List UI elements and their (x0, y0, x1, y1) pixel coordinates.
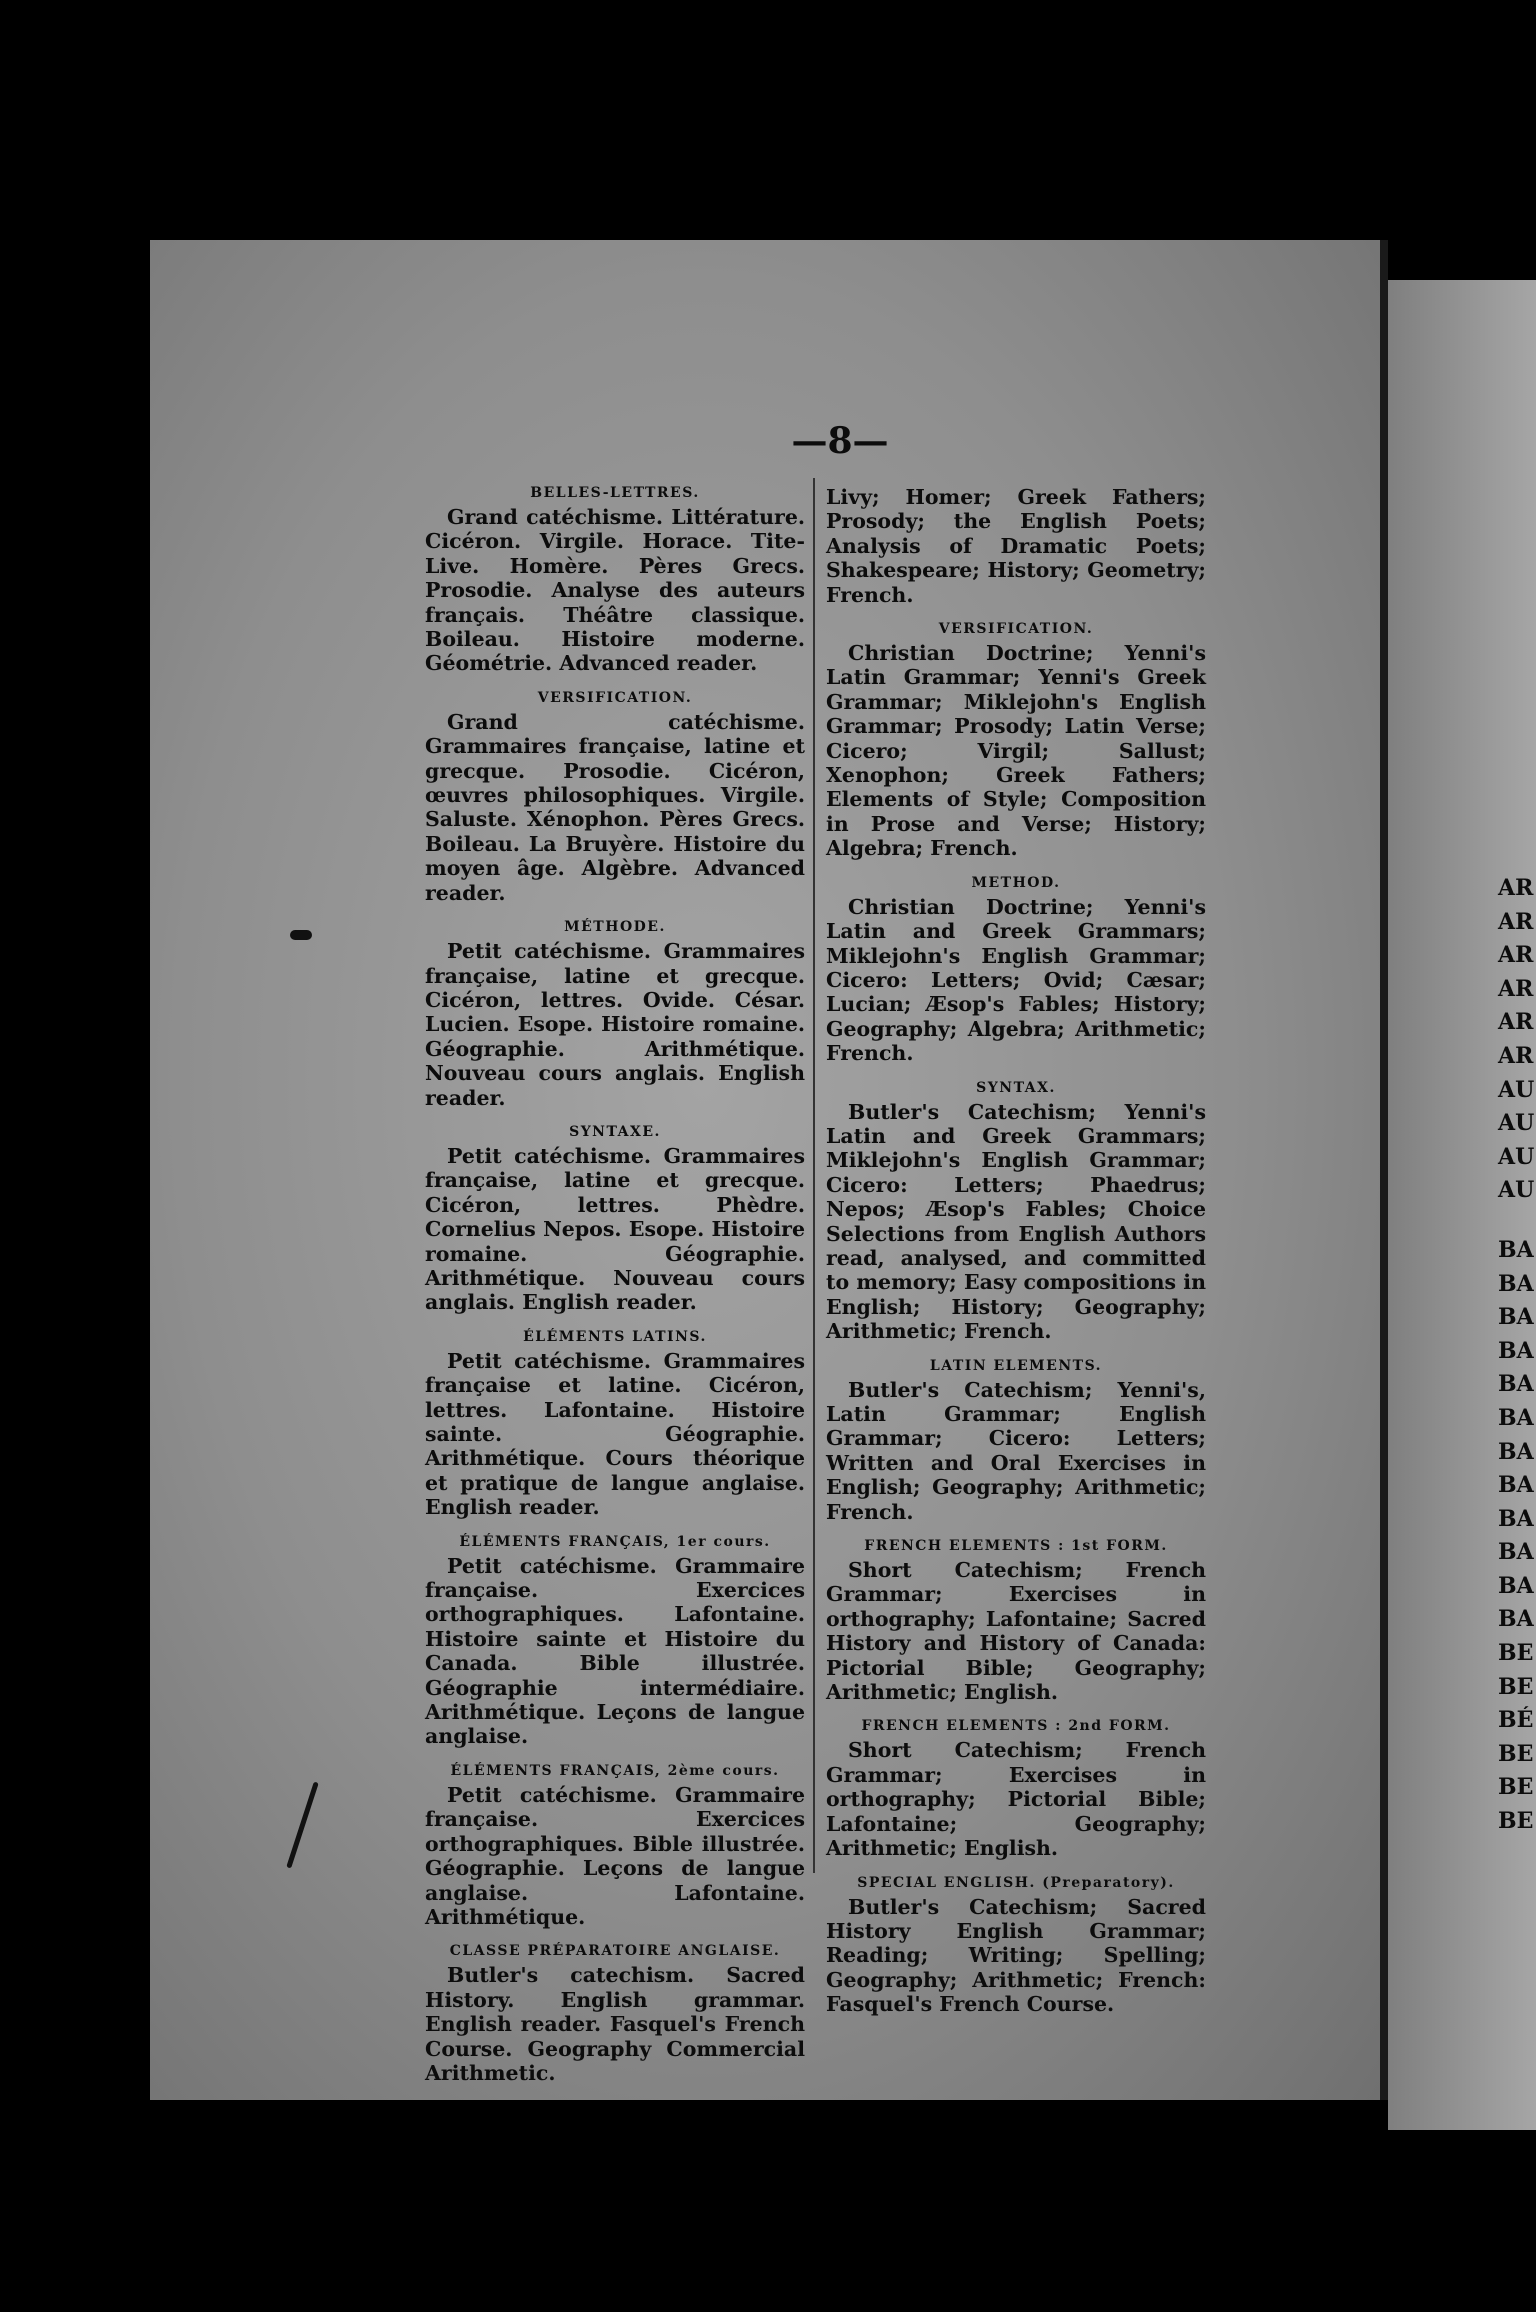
margin-fragment: BA (1498, 1472, 1534, 1499)
section-heading: SYNTAX. (976, 1079, 1056, 1096)
margin-fragment: BE (1498, 1673, 1534, 1700)
margin-fragment: BA (1498, 1236, 1534, 1263)
margin-fragment: BA (1498, 1438, 1534, 1465)
section-text: Butler's Catechism; Sacred History English Grammar; Reading; Writing; Spelling; Geography; Arithmetic; French: Fasquel's French Course. (826, 1894, 1206, 2017)
section-text: Butler's Catechism; Yenni's, Latin Grammar; English Grammar; Cicero: Letters; Written and Oral Exercises in English; Geography; Arithmetic; French. (826, 1377, 1206, 1524)
section-text: Livy; Homer; Greek Fathers; Prosody; the English Poets; Analysis of Dramatic Poets; Shakespeare; History; Geometry; French. (826, 485, 1206, 607)
section-french-elements-2 (826, 1718, 1206, 1860)
margin-fragment: BA (1498, 1572, 1534, 1599)
left-column (425, 485, 805, 2099)
section-text: Christian Doctrine; Yenni's Latin Grammar; Yenni's Greek Grammar; Miklejohn's English Grammar; Prosody; Latin Verse; Cicero; Virgil; Sallust; Xenophon; Greek Fathers; Elements of Style; Composition in Prose and Verse; History; Algebra; French. (826, 641, 1206, 861)
margin-fragment: BA (1498, 1270, 1534, 1297)
section-heading: ÉLÉMENTS FRANÇAIS, 1er cours. (459, 1533, 771, 1550)
page-number: —8— (791, 420, 889, 462)
section-text: Petit catéchisme. Grammaires française, latine et grecque. Cicéron, lettres. Phèdre. Cornelius Nepos. Esope. Histoire romaine. Géographie. Arithmétique. Nouveau cours anglais. English reader. (425, 1143, 805, 1315)
section-syntaxe (425, 1124, 805, 1315)
section-heading: MÉTHODE. (564, 919, 666, 936)
margin-fragment: AU (1498, 1076, 1535, 1103)
margin-fragment: BA (1498, 1337, 1534, 1364)
section-belles-lettres (425, 485, 805, 676)
section-syntax (826, 1080, 1206, 1344)
section-elements-latins (425, 1329, 805, 1520)
section-heading: METHOD. (971, 874, 1061, 891)
section-elements-francais-1 (425, 1534, 805, 1749)
book-spine (1380, 240, 1388, 2100)
margin-fragment: BE (1498, 1640, 1534, 1667)
margin-fragment: AU (1498, 1143, 1535, 1170)
margin-fragment: BA (1498, 1404, 1534, 1431)
section-methode (425, 919, 805, 1110)
margin-fragment: BA (1498, 1304, 1534, 1331)
section-text: Christian Doctrine; Yenni's Latin and Greek Grammars; Miklejohn's English Grammar; Cicero: Letters; Ovid; Cæsar; Lucian; Æsop's Fables; History; Geography; Algebra; Arithmetic; French. (826, 894, 1206, 1066)
margin-fragment: BA (1498, 1606, 1534, 1633)
section-heading: FRENCH ELEMENTS : 2nd FORM. (861, 1718, 1171, 1735)
section-heading: LATIN ELEMENTS. (929, 1357, 1103, 1374)
margin-fragment: BE (1498, 1740, 1534, 1767)
section-heading: SYNTAXE. (569, 1123, 661, 1140)
section-heading: FRENCH ELEMENTS : 1st FORM. (864, 1538, 1168, 1555)
section-text: Petit catéchisme. Grammaire française. Exercices orthographiques. Lafontaine. Histoire sainte et Histoire du Canada. Bible illustrée. Géographie intermédiaire. Arithmétique. Leçons de langue anglaise. (425, 1553, 805, 1749)
section-heading: CLASSE PRÉPARATOIRE ANGLAISE. (449, 1943, 781, 1960)
margin-fragment: BÉ (1498, 1707, 1534, 1734)
margin-fragment: AR (1498, 875, 1534, 901)
margin-fragment: BA (1498, 1505, 1534, 1532)
section-text: Butler's Catechism; Yenni's Latin and Greek Grammars; Miklejohn's English Grammar; Cicero: Letters; Phaedrus; Nepos; Æsop's Fables; Choice Selections from English Authors read, analysed, and committed to memory; Easy compositions in English; History; Geography; Arithmetic; French. (826, 1099, 1206, 1344)
margin-fragment: BE (1498, 1774, 1534, 1801)
section-heading: VERSIFICATION. (537, 689, 693, 706)
margin-fragment: BA (1498, 1371, 1534, 1398)
section-text: Petit catéchisme. Grammaire française. Exercices orthographiques. Bible illustrée. Géographie. Leçons de langue anglaise. Lafontaine. Arithmétique. (425, 1782, 805, 1929)
section-text: Grand catéchisme. Grammaires française, latine et grecque. Prosodie. Cicéron, œuvres philosophiques. Virgile. Saluste. Xénophon. Pères Grecs. Boileau. La Bruyère. Histoire du moyen âge. Algèbre. Advanced reader. (425, 709, 805, 905)
margin-fragment: BE (1498, 1808, 1534, 1835)
column-divider (813, 478, 815, 1873)
margin-fragment: AR (1498, 1009, 1534, 1036)
margin-fragment: AR (1498, 908, 1534, 935)
right-column (826, 485, 1206, 2031)
section-versification-en (826, 621, 1206, 861)
section-classe-preparatoire (425, 1943, 805, 2085)
section-latin-elements (826, 1358, 1206, 1524)
section-method (826, 875, 1206, 1066)
section-heading: ÉLÉMENTS FRANÇAIS, 2ème cours. (450, 1762, 780, 1779)
margin-fragment: AR (1498, 1042, 1534, 1069)
section-french-elements-1 (826, 1538, 1206, 1704)
section-text: Short Catechism; French Grammar; Exercises in orthography; Pictorial Bible; Lafontaine; Geography; Arithmetic; English. (826, 1738, 1206, 1861)
section-text: Butler's catechism. Sacred History. English grammar. English reader. Fasquel's French Course. Geography Commercial Arithmetic. (425, 1963, 805, 2085)
margin-fragment: AU (1498, 1110, 1535, 1137)
section-heading: BELLES-LETTRES. (530, 485, 700, 501)
margin-fragment: AR (1498, 975, 1534, 1002)
section-elements-francais-2 (425, 1763, 805, 1929)
section-heading: ÉLÉMENTS LATINS. (523, 1328, 707, 1345)
section-versification (425, 690, 805, 905)
section-heading: SPECIAL ENGLISH. (Preparatory). (857, 1874, 1175, 1891)
section-text: Petit catéchisme. Grammaires française et latine. Cicéron, lettres. Lafontaine. Histoire sainte. Géographie. Arithmétique. Cours théorique et pratique de langue anglaise. English reader. (425, 1348, 805, 1520)
section-special-english (826, 1875, 1206, 2017)
adjacent-page-margin-text (1498, 872, 1536, 1839)
section-text: Short Catechism; French Grammar; Exercises in orthography; Lafontaine; Sacred History and History of Canada: Pictorial Bible; Geography; Arithmetic; English. (826, 1558, 1206, 1705)
section-text: Grand catéchisme. Littérature. Cicéron. Virgile. Horace. Tite-Live. Homère. Pères Grecs. Prosodie. Analyse des auteurs français. Théâtre classique. Boileau. Histoire moderne. Géométrie. Advanced reader. (425, 505, 805, 676)
scan-mark (290, 930, 312, 940)
section-heading: VERSIFICATION. (938, 621, 1094, 638)
section-text: Petit catéchisme. Grammaires française, latine et grecque. Cicéron, lettres. Ovide. César. Lucien. Esope. Histoire romaine. Géographie. Arithmétique. Nouveau cours anglais. English reader. (425, 939, 805, 1110)
margin-fragment: AU (1498, 1177, 1535, 1204)
section-continued (826, 485, 1206, 607)
margin-fragment: BA (1498, 1539, 1534, 1566)
margin-fragment: AR (1498, 942, 1534, 969)
